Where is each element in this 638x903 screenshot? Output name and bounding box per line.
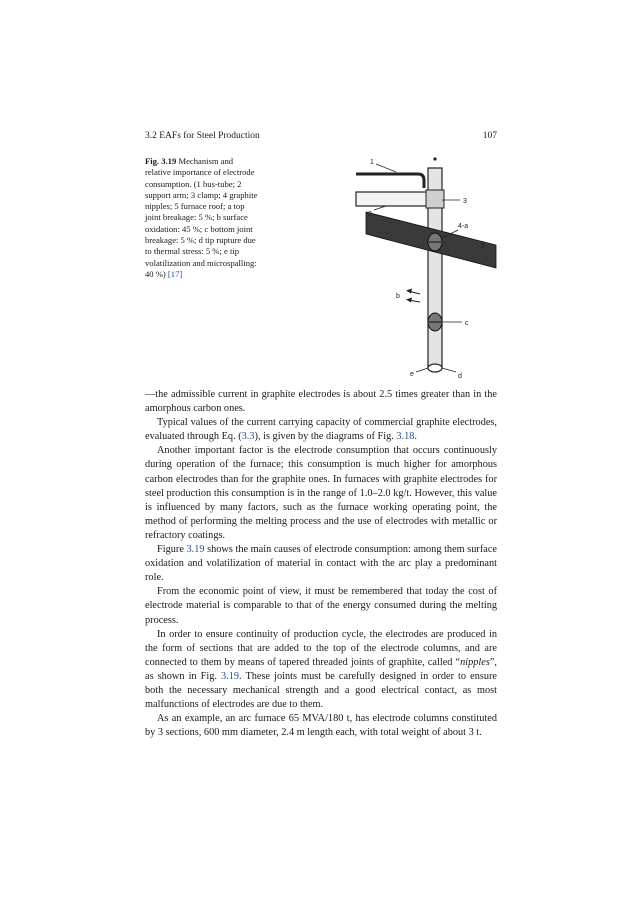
label-c: c <box>465 320 469 327</box>
paragraph: —the admissible current in graphite electrodes is about 2.5 times greater than in the amorphous carbon ones. <box>145 389 497 415</box>
paragraph: Figure 3.19 shows the main causes of electrode consumption: among them surface oxidation and volatilization of material in contact with the arc play a predominant role. <box>145 544 497 584</box>
equation-link[interactable]: 3.3 <box>241 431 255 443</box>
paragraph: In order to ensure continuity of production cycle, the electrodes are produced in the form of sections that are added to the top of the electrode columns, and are connected to them by means of tapered threaded joints of graphite, called “nipples”, as shown in Fig. 3.19. These joints must be carefully designed in order to ensure both the necessary mechanical strength and a good electrical contact, as most malfunctions of electrodes are due to them. <box>145 628 497 711</box>
label-e: e <box>410 371 414 378</box>
caption-label: Fig. 3.19 <box>145 156 177 166</box>
caption-citation[interactable]: [17] <box>167 268 183 279</box>
bus-tube <box>356 174 424 188</box>
label-b: b <box>396 293 400 300</box>
paragraph: As an example, an arc furnace 65 MVA/180 t, has electrode columns constituted by 3 sections, 600 mm diameter, 2.4 m length each, with total weight of about 3 t. <box>145 713 497 739</box>
label-4a: 4-a <box>458 223 469 230</box>
clamp <box>426 190 444 208</box>
label-2: 2 <box>368 211 372 218</box>
electrode-tip <box>428 364 442 372</box>
paragraph: Typical values of the current carrying capacity of commercial graphite electrodes, evaluated through Eq. (3.3), is given by the diagrams of Fig. 3.18. <box>145 417 497 443</box>
label-d: d <box>458 373 462 380</box>
paragraph: Another important factor is the electrode consumption that occurs continuously during operation of the furnace; this consumption is much higher for amorphous carbon electrodes than for the graphite ones. In furnaces with graphite electrodes for steel production this consumption is in the range of 1.0–2.0 kg/t. However, this value is influenced by many factors, such as the furnace working operating point, the method of performing the melting process and the use of electrodes with metallic or refractory coatings. <box>145 445 497 541</box>
label-1: 1 <box>370 159 374 166</box>
figure-link[interactable]: 3.19 <box>221 670 240 682</box>
figure-link[interactable]: 3.19 <box>186 544 205 556</box>
figure-link[interactable]: 3.18 <box>396 431 415 443</box>
body-text <box>145 388 497 740</box>
support-arm <box>356 192 432 206</box>
label-5: 5 <box>481 243 485 250</box>
figure-caption <box>145 156 260 280</box>
section-title: 3.2 EAFs for Steel Production <box>145 131 260 141</box>
page-number: 107 <box>482 131 497 141</box>
caption-text: Mechanism and relative importance of electrode consumption. (1 bus-tube; 2 support arm; 3 clamp; 4 graphite nipples; 5 furnace roof; a top joint breakage: 5 %; b surface oxidation: 45 %; c bottom joint breakage: 5 %; d tip rupture due to thermal stress: 5 %; e tip volatilization and microspalling: 40 %) <box>145 156 258 279</box>
paragraph: From the economic point of view, it must be remembered that today the cost of electrode material is comparable to that of the energy consumed during the melting process. <box>145 586 497 626</box>
label-3: 3 <box>463 198 467 205</box>
electrode-diagram <box>338 150 498 380</box>
